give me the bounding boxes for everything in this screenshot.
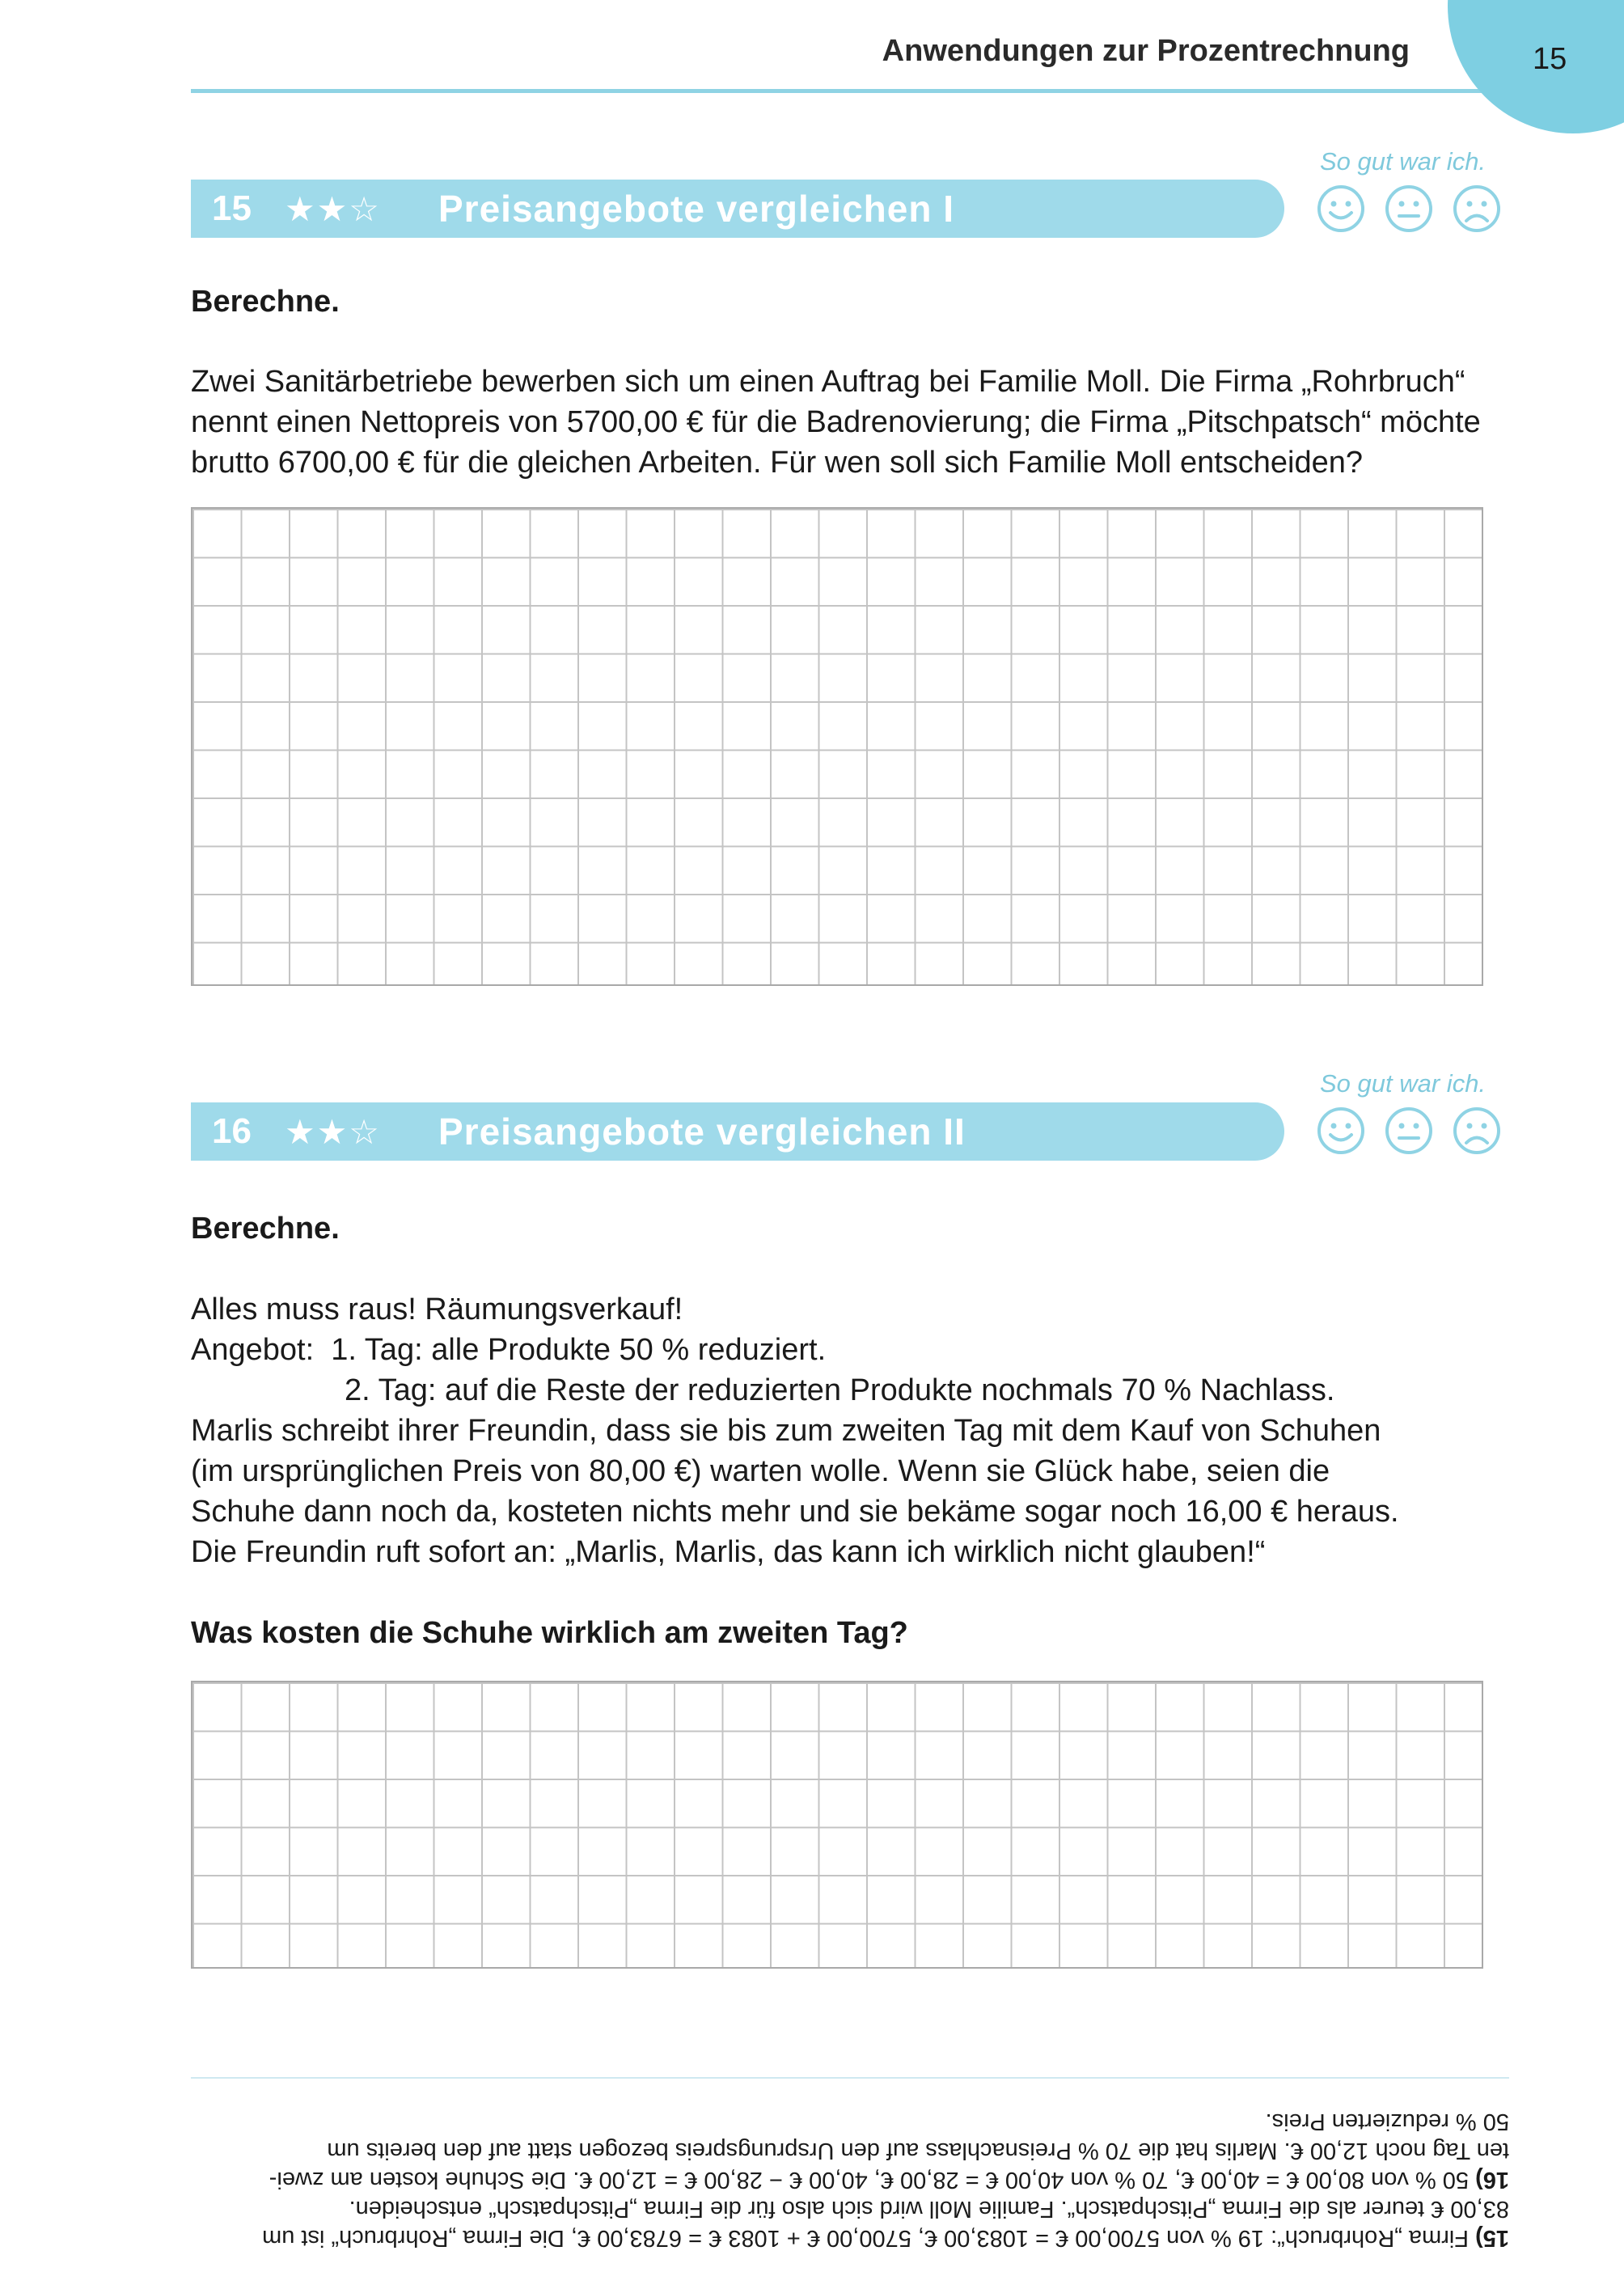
sad-face-icon[interactable] — [1453, 1106, 1501, 1155]
answer-line: 50 % reduzierten Preis. — [1265, 2109, 1509, 2134]
text-line: nennt einen Nettopreis von 5700,00 € für die Badrenovierung; die Firma „Pitschpatsch“ möchte — [191, 405, 1481, 439]
answer-line: 83,00 € teurer als die Firma „Pitschpatsch“. Familie Moll wird sich also für die Firma „Pitschpatsch“ entscheiden. — [349, 2196, 1509, 2222]
exercise-15-answer-grid[interactable] — [191, 507, 1483, 986]
text-line: 2. Tag: auf die Reste der reduzierten Produkte nochmals 70 % Nachlass. — [191, 1373, 1335, 1407]
exercise-16-answer-grid[interactable] — [191, 1681, 1483, 1969]
neutral-face-icon[interactable] — [1385, 184, 1433, 233]
page-header-title: Anwendungen zur Prozentrechnung — [882, 34, 1410, 68]
text-line: brutto 6700,00 € für die gleichen Arbeiten. Für wen soll sich Familie Moll entscheiden? — [191, 446, 1364, 480]
exercise-number: 16 — [212, 1111, 252, 1151]
answer-16-label: 16) — [1475, 2167, 1509, 2193]
neutral-face-icon[interactable] — [1385, 1106, 1433, 1155]
text-line: Schuhe dann noch da, kosteten nichts mehr und sie bekäme sogar noch 16,00 € heraus. — [191, 1495, 1399, 1529]
exercise-16-question: Was kosten die Schuhe wirklich am zweiten Tag? — [191, 1616, 908, 1650]
exercise-title: Preisangebote vergleichen II — [438, 1111, 966, 1153]
text-line: (im ursprünglichen Preis von 80,00 €) warten wolle. Wenn sie Glück habe, seien die — [191, 1454, 1330, 1488]
exercise-16-instruction: Berechne. — [191, 1212, 340, 1246]
exercise-16-text — [191, 1289, 1533, 1572]
answer-line: Firma „Rohrbruch“: 19 % von 5700,00 € = 1083,00 €, 5700,00 € + 1083 € = 6783,00 €, Die Firma „Rohrbruch“ ist um — [262, 2225, 1470, 2251]
text-line: Marlis schreibt ihrer Freundin, dass sie bis zum zweiten Tag mit dem Kauf von Schuhen — [191, 1414, 1381, 1448]
text-line: Angebot: 1. Tag: alle Produkte 50 % reduziert. — [191, 1333, 827, 1367]
exercise-16-header — [191, 1102, 1284, 1161]
sad-face-icon[interactable] — [1453, 184, 1501, 233]
answer-line: 50 % von 80,00 € = 40,00 €, 70 % von 40,00 € = 28,00 €, 40,00 € − 28,00 € = 12,00 €. Die Schuhe kosten am zwei- — [269, 2167, 1470, 2193]
header-divider — [191, 89, 1509, 93]
text-line: Alles muss raus! Räumungsverkauf! — [191, 1292, 683, 1326]
answers-divider — [191, 2077, 1509, 2079]
difficulty-stars-icon: ★★☆ — [285, 1112, 381, 1151]
answer-line: ten Tag noch 12,00 €. Marlis hat die 70 % Preisnachlass auf den Ursprungspreis bezogen statt auf den bereits um — [327, 2138, 1509, 2164]
text-line: Die Freundin ruft sofort an: „Marlis, Marlis, das kann ich wirklich nicht glauben!“ — [191, 1535, 1266, 1569]
exercise-number: 15 — [212, 188, 252, 228]
exercise-15-header — [191, 180, 1284, 238]
exercise-15-instruction: Berechne. — [191, 285, 340, 319]
answer-15-label: 15) — [1475, 2225, 1509, 2251]
exercise-title: Preisangebote vergleichen I — [438, 188, 955, 230]
self-rating-smileys — [1317, 184, 1501, 233]
happy-face-icon[interactable] — [1317, 184, 1365, 233]
solutions-upside-down — [191, 2107, 1509, 2253]
text-line: Zwei Sanitärbetriebe bewerben sich um einen Auftrag bei Familie Moll. Die Firma „Rohrbruch“ — [191, 365, 1465, 399]
page-number: 15 — [1533, 42, 1567, 76]
self-rating-label: So gut war ich. — [1320, 1069, 1487, 1098]
happy-face-icon[interactable] — [1317, 1106, 1365, 1155]
self-rating-label: So gut war ich. — [1320, 147, 1487, 176]
difficulty-stars-icon: ★★☆ — [285, 189, 381, 228]
self-rating-smileys — [1317, 1106, 1501, 1155]
exercise-15-text — [191, 362, 1533, 483]
